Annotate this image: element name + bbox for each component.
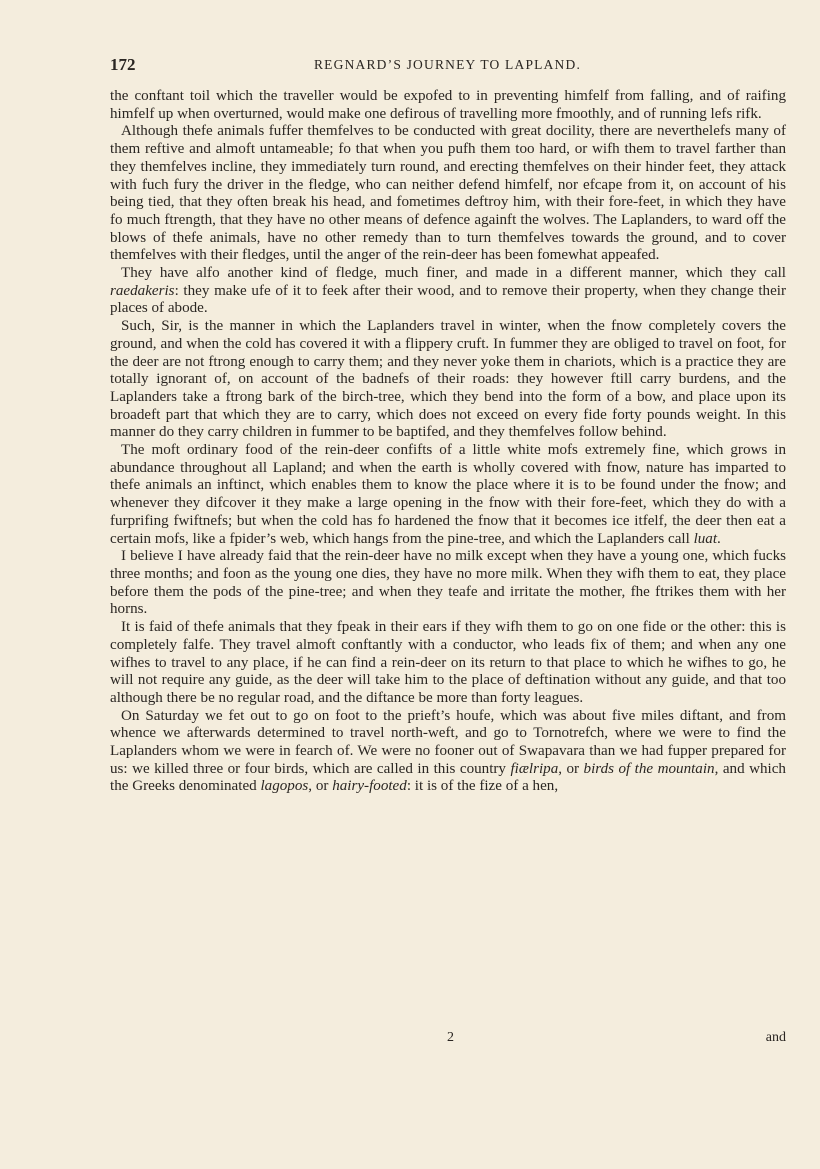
italic-term: raedakeris xyxy=(110,282,175,299)
italic-term: hairy-footed xyxy=(332,778,407,795)
paragraph: On Saturday we fet out to go on foot to the prieft’s houfe, which was about five miles diftant, and from whence we afterwards determined to travel north-weft, and go to Tornotrefch, where we were to find the Laplanders whom we were in fearch of. We were no fooner out of Swapavara than we had fupper prepared for us: we killed three or four birds, which are called in this country fiælripa, or birds of the mountain, and which the Greeks denominated lagopos, or hairy-footed: it is of the fize of a hen, xyxy=(110,707,786,795)
page-header xyxy=(110,55,785,77)
italic-term: luat xyxy=(693,530,718,547)
paragraph: Such, Sir, is the manner in which the Laplanders travel in winter, when the fnow completely covers the ground, and when the cold has covered it with a flippery cruft. In fummer they are obliged to travel on foot, for the deer are not ftrong enough to carry them; and they never yoke them in chariots, which is a practice they are totally ignorant of, on account of the badnefs of their roads: they however ftill carry burdens, and the Laplanders take a ftrong bark of the birch-tree, which they bend into the form of a bow, and place upon its broadeft part that which they are to carry, which does not exceed on every fide forty pounds weight. In this manner do they carry children in fummer to be baptifed, and they themfelves follow behind. xyxy=(110,318,786,441)
paragraph: They have alfo another kind of fledge, much finer, and made in a different manner, which they call raedakeris: they make ufe of it to feek after their wood, and to remove their property, when they change their places of abode. xyxy=(110,265,786,317)
page-footer xyxy=(110,1030,786,1050)
running-title: REGNARD’S JOURNEY TO LAPLAND. xyxy=(313,57,582,72)
paragraph: Although thefe animals fuffer themfelves to be conducted with great docility, there are neverthelefs many of them reftive and almoft untameable; fo that when you pufh them too hard, or wifh them to travel farther than they themfelves incline, they immediately turn round, and erecting themfelves on their hinder feet, they attack with fuch fury the driver in the fledge, who can neither defend himfelf, nor efcape from it, on account of his being tied, that they often break his head, and fometimes deftroy him, with their fore-feet, in which they have fo much ftrength, that they have no other means of defence againft the wolves. The Laplanders, to ward off the blows of thefe animals, have no other remedy than to turn themfelves towards the ground, and to cover themfelves with their fledges, until the anger of the rein-deer has been fomewhat appeafed. xyxy=(110,123,786,264)
italic-term: fiælripa xyxy=(510,760,559,777)
paragraph: The moft ordinary food of the rein-deer confifts of a little white mofs extremely fine, which grows in abundance throughout all Lapland; and when the earth is wholly covered with fnow, nature has imparted to thefe animals an inftinct, which enables them to know the place where it is to be found under the fnow; and whenever they difcover it they make a large opening in the fnow with their fore-feet, which they do with a furprifing fwiftnefs; but when the cold has fo hardened the fnow that it becomes ice itfelf, the deer then eat a certain mofs, like a fpider’s web, which hangs from the pine-tree, and which the Laplanders call luat. xyxy=(110,442,786,547)
paragraph: the conftant toil which the traveller would be expofed to in preventing himfelf from falling, and of raifing himfelf up when overturned, would make one defirous of travelling more fmoothly, and of running lefs rifk. xyxy=(110,88,786,122)
page-number: 172 xyxy=(110,55,136,74)
signature-mark: 2 xyxy=(447,1030,454,1045)
paragraph: I believe I have already faid that the rein-deer have no milk except when they have a young one, which fucks three months; and foon as the young one dies, they have no more milk. When they wifh them to eat, they place before them the pods of the pine-tree; and when they teafe and irritate the mother, fhe ftrikes them with her horns. xyxy=(110,548,786,618)
paragraph: It is faid of thefe animals that they fpeak in their ears if they wifh them to go on one fide or the other: this is completely falfe. They travel almoft conftantly with a conductor, who leads fix of them; and when any one wifhes to travel to any place, if he can find a rein-deer on its return to that place to which he wifhes to go, he will not require any guide, as the deer will take him to the place of deftination without any guide, and that too although there be no regular road, and the diftance be more than forty leagues. xyxy=(110,619,786,706)
italic-term: birds of the mountain xyxy=(583,760,715,777)
italic-term: lagopos xyxy=(260,778,309,795)
page-body xyxy=(110,88,786,796)
catchword: and xyxy=(765,1030,786,1045)
